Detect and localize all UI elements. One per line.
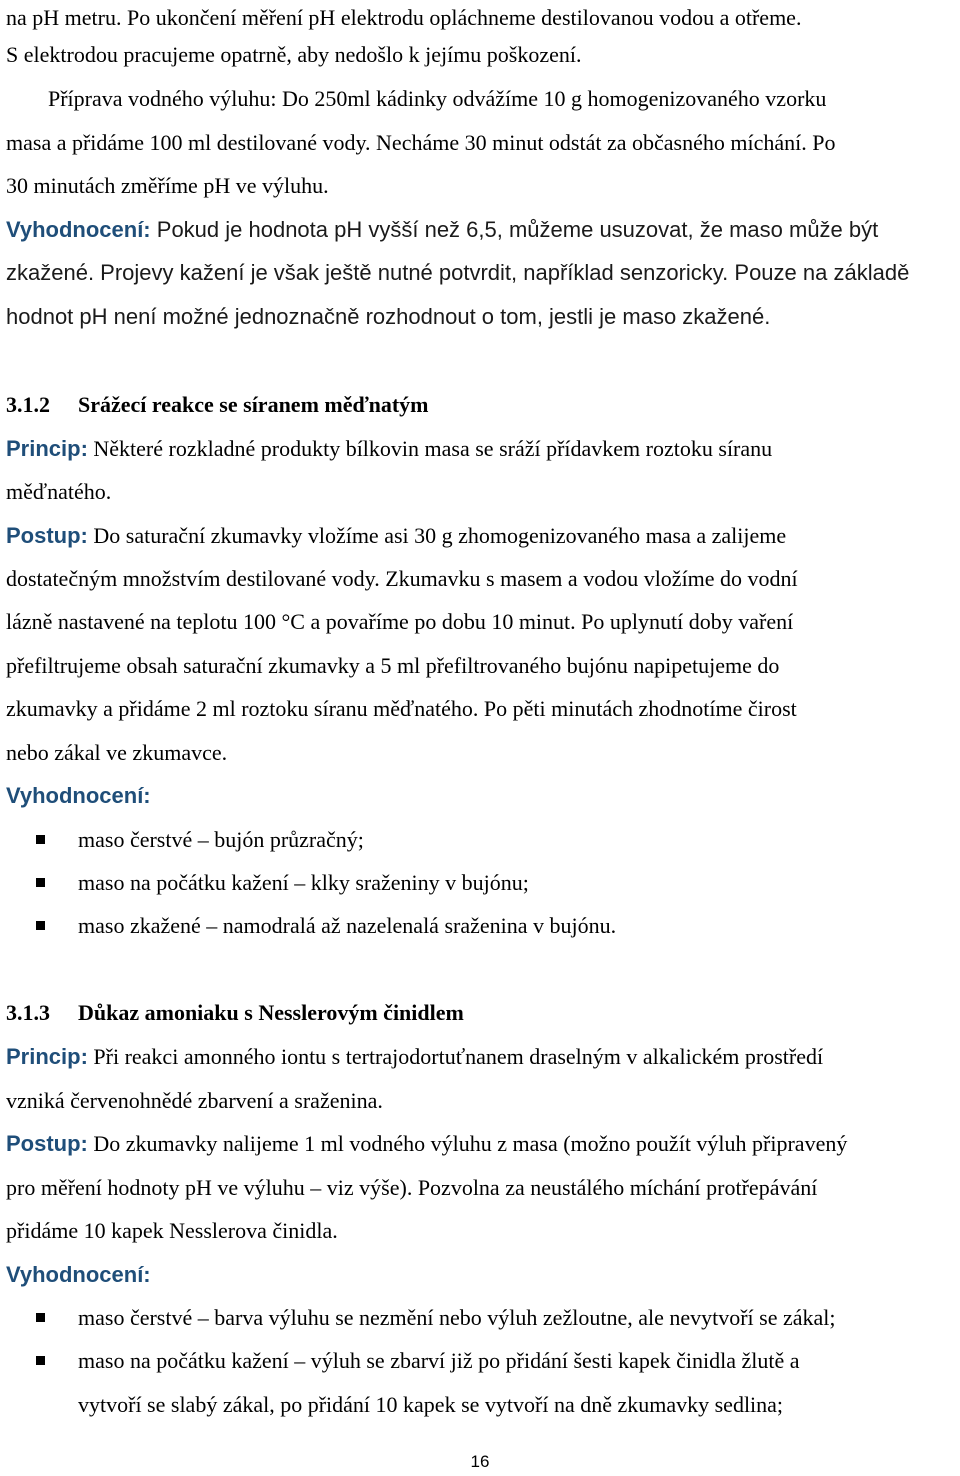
intro-line-2: S elektrodou pracujeme opatrně, aby nedošlo k jejímu poškození. xyxy=(6,42,582,67)
intro-line-4: masa a přidáme 100 ml destilované vody. Necháme 30 minut odstát za občasného míchání. Po xyxy=(6,130,836,155)
list-item-text: maso zkažené – namodralá až nazelenalá sraženina v bujónu. xyxy=(78,913,617,938)
procedure-paragraph xyxy=(6,521,954,551)
list-item xyxy=(36,825,954,855)
principle-label: Princip: xyxy=(6,1044,88,1069)
procedure-label: Postup: xyxy=(6,1131,88,1156)
list-item-text: maso čerstvé – barva výluhu se nezmění nebo výluh zežloutne, ale nevytvoří se zákal; xyxy=(78,1305,836,1330)
procedure-line: zkumavky a přidáme 2 ml roztoku síranu měďnatého. Po pěti minutách zhodnotíme čirost xyxy=(6,696,797,721)
principle-line-2: vzniká červenohnědé zbarvení a sraženina. xyxy=(6,1088,383,1113)
list-item-text: maso na počátku kažení – klky sraženiny v bujónu; xyxy=(78,870,529,895)
square-bullet-icon xyxy=(36,1313,45,1322)
principle-line-2: měďnatého. xyxy=(6,479,112,504)
square-bullet-icon xyxy=(36,878,45,887)
list-item xyxy=(36,868,954,898)
procedure-line: pro měření hodnoty pH ve výluhu – viz výše). Pozvolna za neustálého míchání protřepávání xyxy=(6,1175,818,1200)
procedure-line: přefiltrujeme obsah saturační zkumavky a 5 ml přefiltrovaného bujónu napipetujeme do xyxy=(6,653,780,678)
procedure-text: Do saturační zkumavky vložíme asi 30 g zhomogenizovaného masa a zalijeme xyxy=(93,523,787,548)
section-heading-3-1-2 xyxy=(6,390,954,420)
principle-paragraph xyxy=(6,1042,954,1072)
evaluation-paragraph-1 xyxy=(6,215,954,245)
principle-label: Princip: xyxy=(6,436,88,461)
procedure-line: lázně nastavené na teplotu 100 °C a povaříme po dobu 10 minut. Po uplynutí doby vaření xyxy=(6,609,794,634)
evaluation-label: Vyhodnocení: xyxy=(6,783,151,808)
list-item xyxy=(36,911,954,941)
section-heading-3-1-3 xyxy=(6,998,954,1028)
evaluation-label: Vyhodnocení: xyxy=(6,1262,151,1287)
section-title: Důkaz amoniaku s Nesslerovým činidlem xyxy=(78,1000,464,1025)
section-title: Srážecí reakce se síranem měďnatým xyxy=(78,392,429,417)
list-item-text: maso čerstvé – bujón průzračný; xyxy=(78,827,364,852)
intro-line-1: na pH metru. Po ukončení měření pH elektrodu opláchneme destilovanou vodou a otřeme. xyxy=(6,5,802,30)
procedure-paragraph xyxy=(6,1129,954,1159)
procedure-line: přidáme 10 kapek Nesslerova činidla. xyxy=(6,1218,338,1243)
procedure-line: dostatečným množstvím destilované vody. Zkumavku s masem a vodou vložíme do vodní xyxy=(6,566,798,591)
list-item xyxy=(36,1303,954,1333)
principle-paragraph xyxy=(6,434,954,464)
procedure-line: nebo zákal ve zkumavce. xyxy=(6,740,228,765)
evaluation-heading xyxy=(6,1260,954,1290)
evaluation-heading xyxy=(6,781,954,811)
evaluation-text: Pokud je hodnota pH vyšší než 6,5, můžeme usuzovat, že maso může být xyxy=(156,217,879,242)
square-bullet-icon xyxy=(36,1356,45,1365)
procedure-text: Do zkumavky nalijeme 1 ml vodného výluhu z masa (možno použít výluh připravený xyxy=(93,1131,848,1156)
list-item-text: maso na počátku kažení – výluh se zbarví již po přidání šesti kapek činidla žlutě a xyxy=(78,1348,800,1373)
section-number: 3.1.3 xyxy=(6,1000,50,1025)
principle-text: Při reakci amonného iontu s tertrajodortuťnanem draselným v alkalickém prostředí xyxy=(93,1044,824,1069)
list-item-continuation: vytvoří se slabý zákal, po přidání 10 kapek se vytvoří na dně zkumavky sedlina; xyxy=(78,1392,784,1417)
principle-text: Některé rozkladné produkty bílkovin masa se sráží přídavkem roztoku síranu xyxy=(93,436,773,461)
evaluation-line-3: hodnot pH není možné jednoznačně rozhodnout o tom, jestli je maso zkažené. xyxy=(6,304,771,329)
square-bullet-icon xyxy=(36,835,45,844)
square-bullet-icon xyxy=(36,921,45,930)
evaluation-label: Vyhodnocení: xyxy=(6,217,151,242)
intro-line-3: Příprava vodného výluhu: Do 250ml kádinky odvážíme 10 g homogenizovaného vzorku xyxy=(48,86,827,111)
evaluation-line-2: zkažené. Projevy kažení je však ještě nutné potvrdit, například senzoricky. Pouze na základě xyxy=(6,260,910,285)
list-item xyxy=(36,1346,954,1376)
procedure-label: Postup: xyxy=(6,523,88,548)
section-number: 3.1.2 xyxy=(6,392,50,417)
intro-line-5: 30 minutách změříme pH ve výluhu. xyxy=(6,173,329,198)
page-number: 16 xyxy=(470,1452,490,1471)
